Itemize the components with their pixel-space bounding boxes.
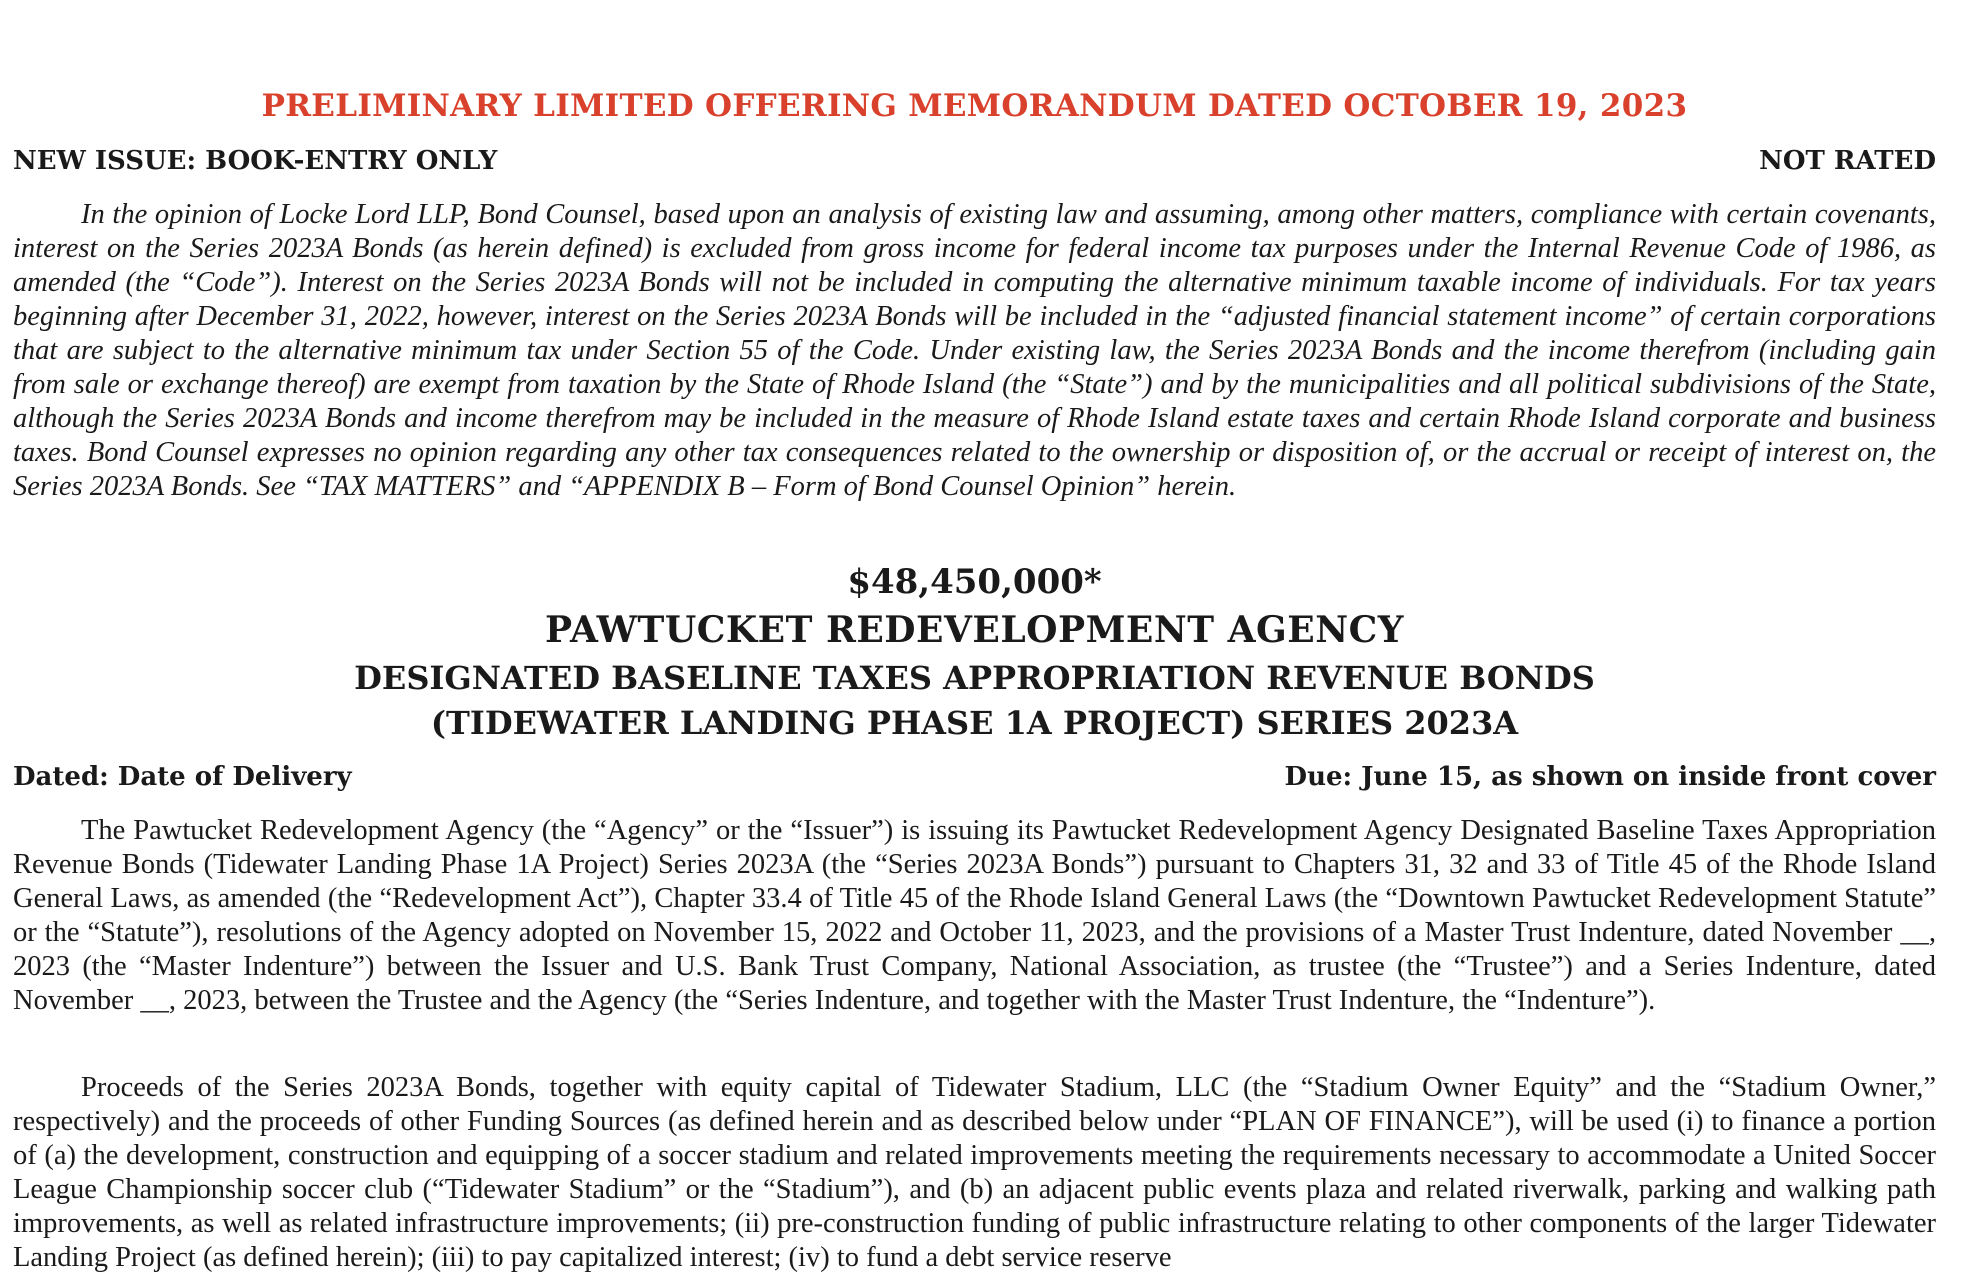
dated-due-row [13,762,1936,792]
preliminary-memorandum-title: PRELIMINARY LIMITED OFFERING MEMORANDUM DATED OCTOBER 19, 2023 [261,88,1688,124]
dated-label: Dated: Date of Delivery [13,762,352,792]
bond-counsel-opinion-paragraph: In the opinion of Locke Lord LLP, Bond Counsel, based upon an analysis of existing law and assuming, among other matters, compliance with certain covenants, interest on the Series 2023A Bonds (as herein defined) is excluded from gross income for federal income tax purposes under the Internal Revenue Code of 1986, as amended (the “Code”). Interest on the Series 2023A Bonds will not be included in computing the alternative minimum taxable income of individuals. For tax years beginning after December 31, 2022, however, interest on the Series 2023A Bonds will be included in the “adjusted financial statement income” of certain corporations that are subject to the alternative minimum tax under Section 55 of the Code. Under existing law, the Series 2023A Bonds and the income therefrom (including gain from sale or exchange thereof) are exempt from taxation by the State of Rhode Island (the “State”) and by the municipalities and all political subdivisions of the State, although the Series 2023A Bonds and income therefrom may be included in the measure of Rhode Island estate taxes and certain Rhode Island corporate and business taxes. Bond Counsel expresses no opinion regarding any other tax consequences related to the ownership or disposition of, or the accrual or receipt of interest on, the Series 2023A Bonds. See “TAX MATTERS” and “APPENDIX B – Form of Bond Counsel Opinion” herein. [13,199,1936,502]
issuer-name: PAWTUCKET REDEVELOPMENT AGENCY [545,609,1404,651]
offering-amount: $48,450,000* [847,562,1102,602]
body-paragraph-proceeds: Proceeds of the Series 2023A Bonds, together with equity capital of Tidewater Stadium, LLC (the “Stadium Owner Equity” and the “Stadium Owner,” respectively) and the proceeds of other Funding Sources (as defined herein and as described below under “PLAN OF FINANCE”), will be used (i) to finance a portion of (a) the development, construction and equipping of a soccer stadium and related improvements meeting the requirements necessary to accommodate a United Soccer League Championship soccer club (“Tidewater Stadium” or the “Stadium”), and (b) an adjacent public events plaza and related riverwalk, parking and walking path improvements, as well as related infrastructure improvements; (ii) pre-construction funding of public infrastructure relating to other components of the larger Tidewater Landing Project (as defined herein); (iii) to pay capitalized interest; (iv) to fund a debt service reserve [13,1072,1936,1273]
bond-series-title [13,656,1936,746]
rating-label: NOT RATED [1759,146,1936,176]
bond-title-line-2: (TIDEWATER LANDING PHASE 1A PROJECT) SERIES 2023A [430,704,1519,742]
issue-type-label: NEW ISSUE: BOOK-ENTRY ONLY [13,146,498,176]
bond-title-line-1: DESIGNATED BASELINE TAXES APPROPRIATION REVENUE BONDS [354,659,1595,697]
due-label: Due: June 15, as shown on inside front cover [1284,762,1936,792]
body-paragraph-issuance: The Pawtucket Redevelopment Agency (the “Agency” or the “Issuer”) is issuing its Pawtucket Redevelopment Agency Designated Baseline Taxes Appropriation Revenue Bonds (Tidewater Landing Phase 1A Project) Series 2023A (the “Series 2023A Bonds”) pursuant to Chapters 31, 32 and 33 of Title 45 of the Rhode Island General Laws, as amended (the “Redevelopment Act”), Chapter 33.4 of Title 45 of the Rhode Island General Laws (the “Downtown Pawtucket Redevelopment Statute” or the “Statute”), resolutions of the Agency adopted on November 15, 2022 and October 11, 2023, and the provisions of a Master Trust Indenture, dated November __, 2023 (the “Master Indenture”) between the Issuer and U.S. Bank Trust Company, National Association, as trustee (the “Trustee”) and a Series Indenture, dated November __, 2023, between the Trustee and the Agency (the “Series Indenture, and together with the Master Trust Indenture, the “Indenture”). [13,815,1936,1016]
issue-info-row [13,146,1936,176]
